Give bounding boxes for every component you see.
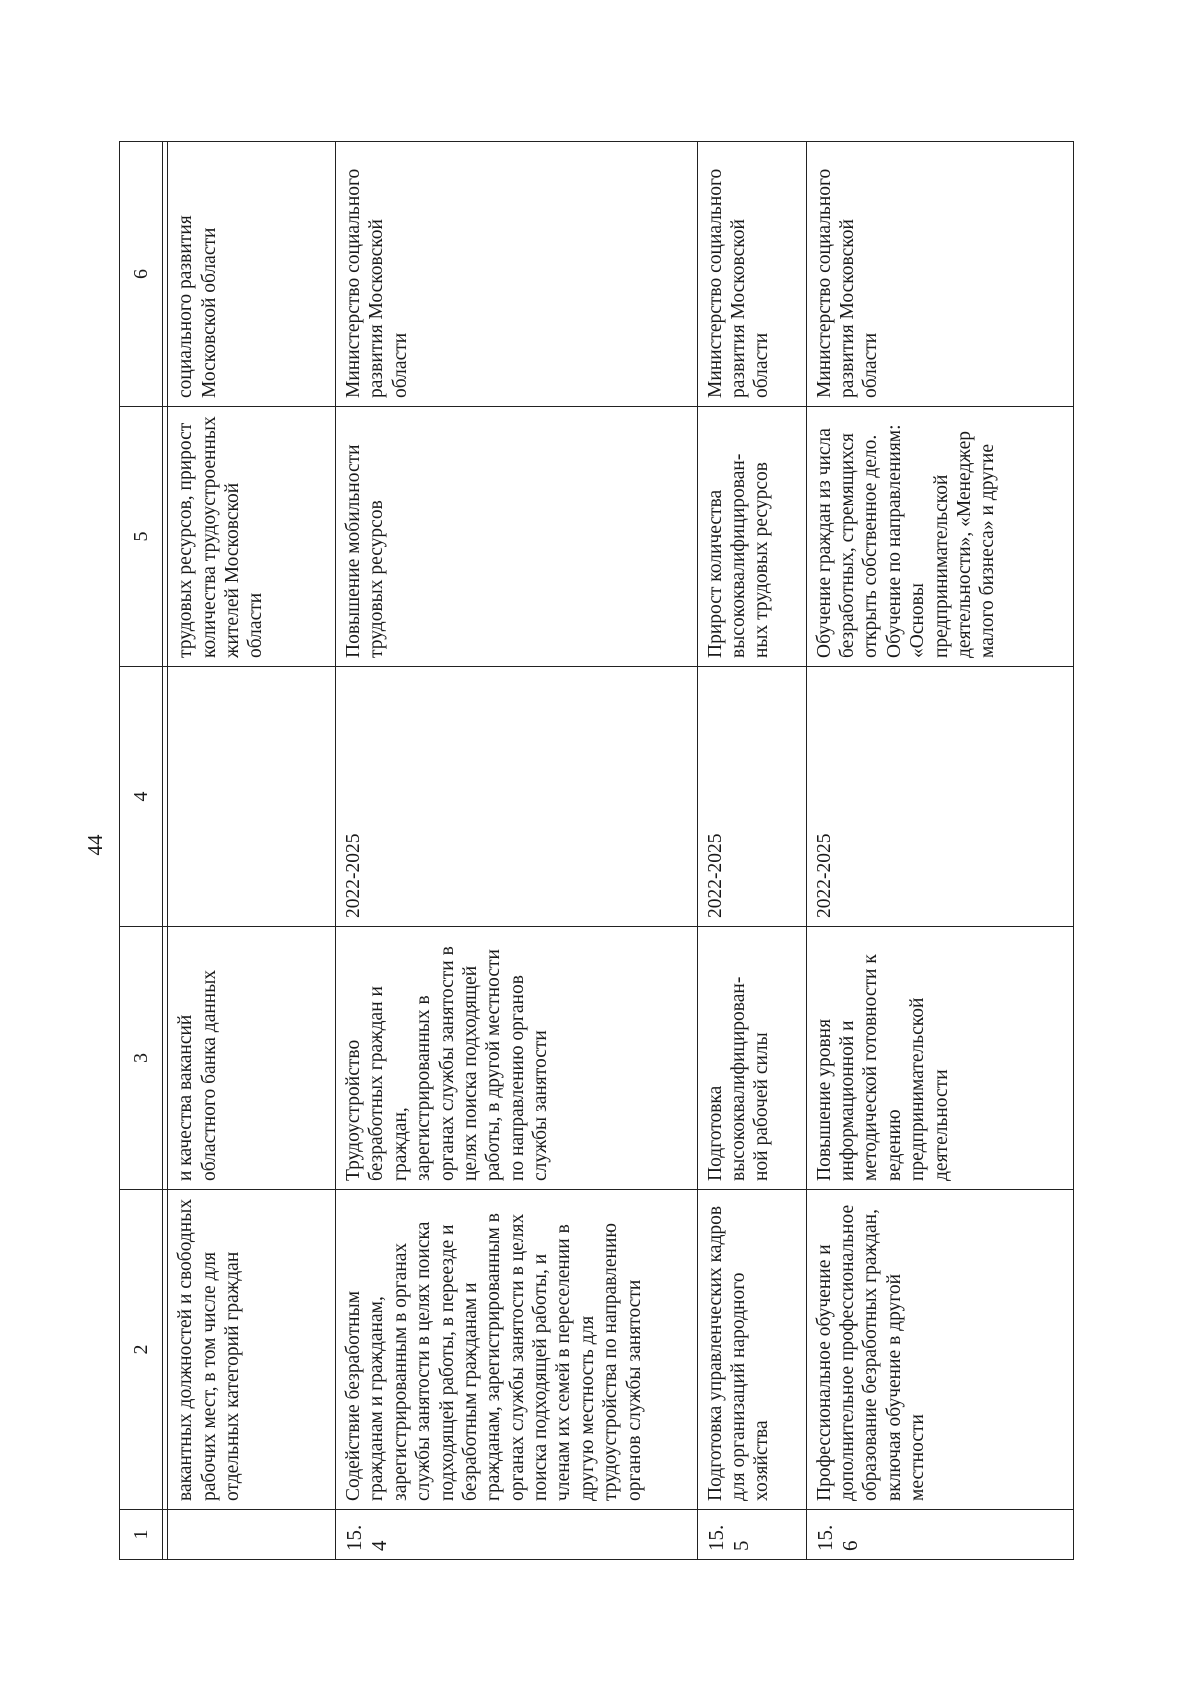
result-cell: трудовых ресурсов, прирост количества трудоустроенных жителей Московской области — [168, 407, 336, 667]
header-cell: 2 — [120, 1190, 163, 1510]
table-header-row — [120, 142, 163, 1560]
row-number: 15.4 — [335, 1510, 697, 1560]
result-cell: Обучение граждан из числа безработных, стремящихся открыть собственное дело. Обучение по направлениям: «Основы предпринимательской деятельности», «Менеджер малого бизнеса» и другие — [806, 407, 1073, 667]
row-number: 15.6 — [806, 1510, 1073, 1560]
content-cell: Повышение уровня информационной и методической готовности к ведению предпринимательской деятельности — [806, 927, 1073, 1190]
header-cell: 5 — [120, 407, 163, 667]
period-cell: 2022-2025 — [335, 667, 697, 927]
measure-cell: Профессиональное обучение и дополнительное профессиональное образование безработных граждан, включая обучение в другой местности — [806, 1190, 1073, 1510]
row-number — [168, 1510, 336, 1560]
executor-cell: Министерство социального развития Московской области — [335, 142, 697, 407]
period-cell: 2022-2025 — [806, 667, 1073, 927]
result-cell: Прирост количества высококвалифицирован- ных трудовых ресурсов — [697, 407, 806, 667]
table-row — [335, 142, 697, 1560]
executor-cell: Министерство социального развития Московской области — [806, 142, 1073, 407]
content-cell: и качества вакансий областного банка данных — [168, 927, 336, 1190]
header-cell: 3 — [120, 927, 163, 1190]
header-cell: 6 — [120, 142, 163, 407]
executor-cell: социального развития Московской области — [168, 142, 336, 407]
measure-cell: Подготовка управленческих кадров для организаций народного хозяйства — [697, 1190, 806, 1510]
executor-cell: Министерство социального развития Московской области — [697, 142, 806, 407]
row-number: 15.5 — [697, 1510, 806, 1560]
measures-table — [119, 141, 1074, 1560]
table-row — [168, 142, 336, 1560]
table-row — [806, 142, 1073, 1560]
period-cell — [168, 667, 336, 927]
measure-cell: Содействие безработным гражданам и гражданам, зарегистрированным в органах службы занятости в целях поиска подходящей работы, в переезде и безработным гражданам и гражданам, зарегистрированным в органах службы занятости в целях поиска подходящей работы, и членам их семей в переселении в другую местность для трудоустройства по направлению органов службы занятости — [335, 1190, 697, 1510]
header-cell: 1 — [120, 1510, 163, 1560]
content-cell: Трудоустройство безработных граждан и граждан, зарегистрированных в органах службы занятости в целях поиска подходящей работы, в другой местности по направлению органов службы занятости — [335, 927, 697, 1190]
page-number: 44 — [82, 834, 107, 856]
measure-cell: вакантных должностей и свободных рабочих мест, в том числе для отдельных категорий граждан — [168, 1190, 336, 1510]
content-cell: Подготовка высококвалифицирован- ной рабочей силы — [697, 927, 806, 1190]
period-cell: 2022-2025 — [697, 667, 806, 927]
result-cell: Повышение мобильности трудовых ресурсов — [335, 407, 697, 667]
header-cell: 4 — [120, 667, 163, 927]
rotated-table-container — [119, 142, 1074, 1560]
table-row — [697, 142, 806, 1560]
